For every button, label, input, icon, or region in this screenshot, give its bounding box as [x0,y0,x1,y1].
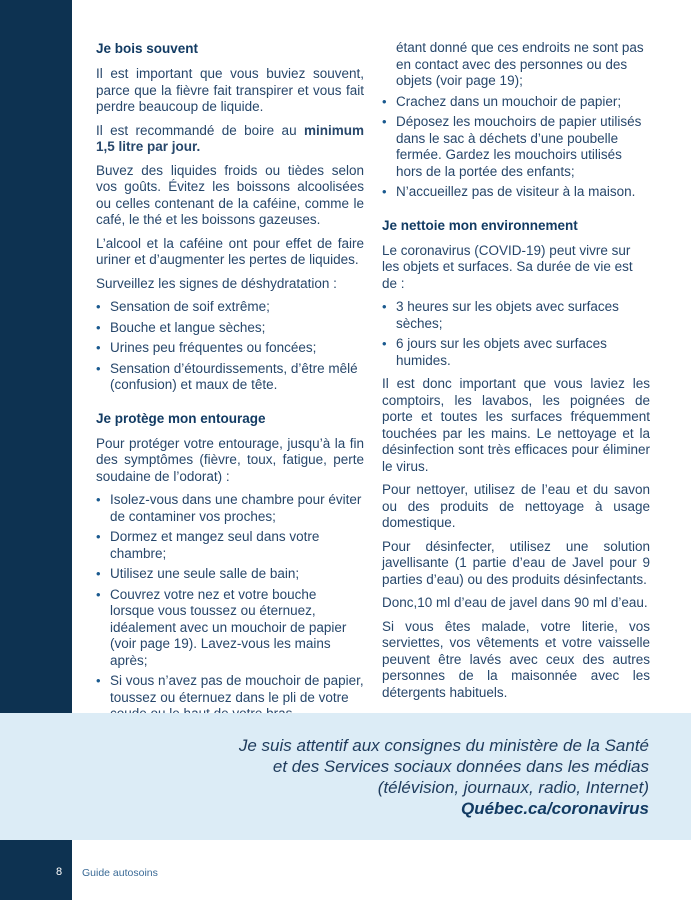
list-item [96,529,364,562]
paragraph: Pour nettoyer, utilisez de l’eau et du savon ou des produits de nettoyage à usage domestique. [382,482,650,530]
list-item [382,184,650,201]
bullet-icon: • [96,586,101,602]
list-item [96,587,364,670]
paragraph: Le coronavirus (COVID-19) peut vivre sur les objets et surfaces. Sa durée de vie est de : [382,242,633,291]
paragraph: Il est donc important que vous laviez les comptoirs, les lavabos, les poignées de porte et toutes les surfaces fréquemment touchées par les mains. Le nettoyage et la désinfection sont très efficaces pour éliminer le virus. [382,376,650,474]
paragraph: Si vous êtes malade, votre literie, vos serviettes, vos vêtements et votre vaisselle peuvent être lavés avec ceux des autres personnes de la maisonnée avec les détergents habituels. [382,618,650,700]
list-item-text: étant donné que ces endroits ne sont pas en contact avec des personnes ou des objets (voir page 19); [396,40,644,88]
section-heading-protect: Je protège mon entourage [96,410,266,426]
bullet-icon: • [382,114,387,129]
dehydration-signs-list [96,299,364,394]
list-item-text: Couvrez votre nez et votre bouche lorsque vous toussez ou éternuez, idéalement avec un mouchoir de papier (voir page 19). Lavez-vous les mains après; [110,586,347,668]
bullet-icon: • [382,299,387,314]
paragraph: Surveillez les signes de déshydratation : [96,275,337,291]
list-item-text: Dormez et mangez seul dans votre chambre; [110,529,320,561]
paragraph: L’alcool et la caféine ont pour effet de faire uriner et d’augmenter les pertes de liquides. [96,235,364,267]
bullet-icon: • [96,319,101,335]
bullet-icon: • [382,93,387,109]
list-item [96,340,364,357]
bullet-icon: • [96,360,101,376]
list-item-text: 3 heures sur les objets avec surfaces sèches; [396,299,619,331]
paragraph: Pour protéger votre entourage, jusqu’à la fin des symptômes (fièvre, toux, fatigue, perte soudaine de l’odorat) : [96,435,364,484]
page-content [96,40,652,708]
list-item [96,320,364,337]
list-item-text: 6 jours sur les objets avec surfaces humides. [396,336,607,368]
bullet-icon: • [96,299,101,314]
list-item [382,94,650,111]
list-item [382,336,650,369]
paragraph-text: Il est recommandé de boire au [96,122,304,138]
list-item [382,299,650,332]
bullet-icon: • [96,566,101,581]
list-item-continued [382,40,650,90]
banner-line: et des Services sociaux données dans les médias [272,757,649,776]
protection-list [96,492,364,723]
protection-list-continued [382,40,650,201]
list-item-text: Déposez les mouchoirs de papier utilisés dans le sac à déchets d’une poubelle fermée. Gardez les mouchoirs utilisés hors de la portée des enfants; [396,114,642,179]
banner-line: Je suis attentif aux consignes du ministère de la Santé [238,736,649,755]
list-item-text: Sensation de soif extrême; [110,299,270,314]
page-number: 8 [56,866,63,878]
bullet-icon: • [96,673,101,688]
list-item-text: Isolez-vous dans une chambre pour éviter de contaminer vos proches; [110,492,362,524]
list-item [96,299,364,316]
list-item-text: Bouche et langue sèches; [110,319,266,335]
bullet-icon: • [96,529,101,544]
list-item-text: N’accueillez pas de visiteur à la maison. [396,184,636,199]
bullet-icon: • [382,336,387,351]
paragraph: Buvez des liquides froids ou tièdes selon vos goûts. Évitez les boissons alcoolisées ou celles contenant de la caféine, comme le café, le thé et les boissons gazeuses. [96,162,364,227]
section-heading-drink: Je bois souvent [96,41,199,56]
list-item-text: Si vous n’avez pas de mouchoir de papier, toussez ou éternuez dans le pli de votre [110,673,364,705]
list-item-text: Urines peu fréquentes ou foncées; [110,340,317,355]
bullet-icon: • [96,492,101,507]
paragraph: Il est important que vous buviez souvent, parce que la fièvre fait transpirer et vous fait perdre beaucoup de liquide. [96,66,364,114]
bullet-icon: • [382,184,387,199]
paragraph-recommendation [96,123,364,156]
footer-label: Guide autosoins [82,867,158,879]
right-column [382,40,650,708]
bold-amount: minimum 1,5 litre par jour. [96,122,364,154]
info-banner [0,713,691,840]
paragraph: Pour désinfecter, utilisez une solution javellisante (1 partie d’eau de Javel pour 9 parties d’eau) ou des produits désinfectants. [382,538,650,587]
list-item [96,566,364,583]
section-heading-clean: Je nettoie mon environnement [382,217,578,233]
list-item [96,492,364,525]
bullet-icon: • [96,340,101,355]
banner-line: (télévision, journaux, radio, Internet) [377,778,649,797]
coronavirus-link[interactable]: Québec.ca/coronavirus [460,799,649,818]
paragraph: Donc,10 ml d’eau de javel dans 90 ml d’eau. [382,595,648,610]
left-column [96,40,364,730]
list-item-text: Utilisez une seule salle de bain; [110,566,300,581]
list-item [96,361,364,394]
virus-lifetime-list [382,299,650,369]
banner-text [129,735,649,819]
list-item-text: Sensation d’étourdissements, d’être mêlé (confusion) et maux de tête. [110,360,358,392]
list-item-text: Crachez dans un mouchoir de papier; [396,93,622,109]
list-item [382,114,650,180]
